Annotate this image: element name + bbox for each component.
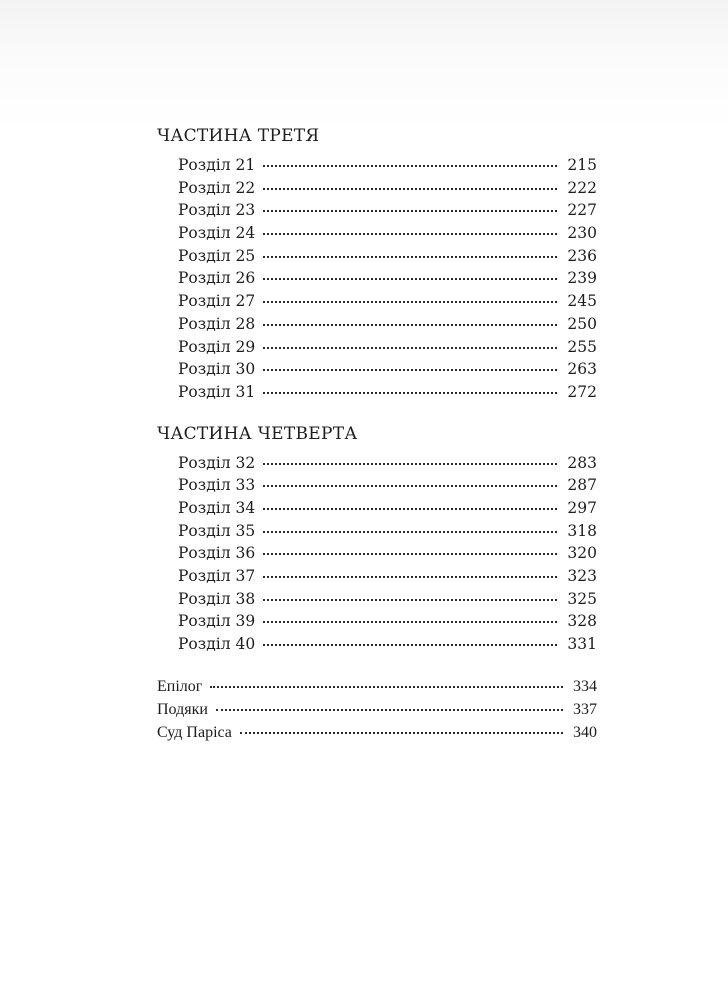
toc-entry[interactable] bbox=[157, 267, 597, 290]
dot-leader bbox=[263, 165, 557, 167]
page-number: 245 bbox=[567, 292, 597, 311]
part-four bbox=[157, 422, 597, 656]
part-title: ЧАСТИНА ТРЕТЯ bbox=[157, 126, 320, 146]
dot-leader bbox=[263, 531, 557, 533]
dot-leader bbox=[263, 644, 557, 646]
chapter-label: Розділ 23 bbox=[178, 201, 256, 220]
dot-leader bbox=[263, 324, 557, 326]
page-number: 340 bbox=[573, 723, 597, 741]
chapter-label: Розділ 27 bbox=[178, 292, 256, 311]
page-number: 328 bbox=[567, 612, 597, 631]
toc-entry[interactable] bbox=[157, 290, 597, 313]
toc-entry[interactable] bbox=[157, 358, 597, 381]
dot-leader bbox=[263, 621, 557, 623]
toc-entry[interactable] bbox=[157, 520, 597, 543]
chapter-label: Розділ 32 bbox=[178, 453, 256, 472]
chapter-label: Розділ 38 bbox=[178, 589, 256, 608]
entry-label: Подяки bbox=[157, 700, 208, 718]
dot-leader bbox=[263, 301, 557, 303]
page-number: 236 bbox=[567, 246, 597, 265]
dot-leader bbox=[263, 278, 557, 280]
chapter-label: Розділ 33 bbox=[178, 476, 256, 495]
toc-entry[interactable] bbox=[157, 452, 597, 475]
toc-entry[interactable] bbox=[157, 313, 597, 336]
chapter-list bbox=[157, 154, 597, 404]
chapter-label: Розділ 26 bbox=[178, 269, 256, 288]
entry-label: Епілог bbox=[157, 677, 203, 695]
dot-leader bbox=[263, 256, 557, 258]
page-number: 318 bbox=[567, 521, 597, 540]
dot-leader bbox=[263, 369, 557, 371]
toc-entry[interactable] bbox=[157, 542, 597, 565]
dot-leader bbox=[210, 686, 563, 688]
chapter-label: Розділ 34 bbox=[178, 498, 256, 517]
toc-entry-judgement-of-paris[interactable] bbox=[157, 721, 597, 744]
chapter-label: Розділ 22 bbox=[178, 178, 256, 197]
toc-entry[interactable] bbox=[157, 381, 597, 404]
dot-leader bbox=[263, 392, 557, 394]
dot-leader bbox=[240, 732, 563, 734]
toc-entry[interactable] bbox=[157, 474, 597, 497]
chapter-label: Розділ 24 bbox=[178, 224, 256, 243]
dot-leader bbox=[263, 463, 557, 465]
chapter-label: Розділ 21 bbox=[178, 156, 256, 174]
toc-entry[interactable] bbox=[157, 610, 597, 633]
page-number: 297 bbox=[567, 498, 597, 517]
dot-leader bbox=[216, 709, 563, 711]
dot-leader bbox=[263, 508, 557, 510]
page-number: 283 bbox=[567, 453, 597, 472]
toc-entry-epilogue[interactable] bbox=[157, 675, 597, 698]
page-number: 287 bbox=[567, 476, 597, 495]
page-number: 227 bbox=[567, 201, 597, 220]
chapter-list bbox=[157, 452, 597, 656]
page-number: 323 bbox=[567, 567, 597, 585]
dot-leader bbox=[263, 188, 557, 190]
table-of-contents bbox=[157, 124, 597, 744]
part-three bbox=[157, 124, 597, 404]
chapter-label: Розділ 39 bbox=[178, 612, 256, 631]
page-number: 272 bbox=[567, 382, 597, 401]
chapter-label: Розділ 25 bbox=[178, 246, 256, 265]
chapter-label: Розділ 36 bbox=[178, 544, 256, 563]
toc-entry[interactable] bbox=[157, 588, 597, 611]
page-number: 334 bbox=[573, 677, 597, 695]
page-number: 215 bbox=[567, 156, 597, 174]
page-number: 325 bbox=[567, 589, 597, 608]
page-number: 320 bbox=[567, 544, 597, 563]
toc-entry-acknowledgements[interactable] bbox=[157, 698, 597, 721]
chapter-label: Розділ 31 bbox=[178, 382, 256, 401]
page-number: 230 bbox=[567, 224, 597, 243]
dot-leader bbox=[263, 576, 557, 578]
dot-leader bbox=[263, 553, 557, 555]
back-matter-list bbox=[157, 675, 597, 744]
page-number: 337 bbox=[573, 700, 597, 718]
chapter-label: Розділ 40 bbox=[178, 635, 256, 654]
dot-leader bbox=[263, 233, 557, 235]
page-number: 255 bbox=[567, 337, 597, 356]
dot-leader bbox=[263, 210, 557, 212]
toc-entry[interactable] bbox=[157, 245, 597, 268]
entry-label: Суд Паріса bbox=[157, 723, 232, 741]
page-number: 331 bbox=[567, 635, 597, 654]
chapter-label: Розділ 29 bbox=[178, 337, 256, 356]
dot-leader bbox=[263, 485, 557, 487]
toc-entry[interactable] bbox=[157, 177, 597, 200]
dot-leader bbox=[263, 347, 557, 349]
toc-entry[interactable] bbox=[157, 154, 597, 177]
toc-entry[interactable] bbox=[157, 565, 597, 588]
toc-entry[interactable] bbox=[157, 336, 597, 359]
part-title: ЧАСТИНА ЧЕТВЕРТА bbox=[157, 423, 358, 444]
page-number: 222 bbox=[567, 178, 597, 197]
chapter-label: Розділ 37 bbox=[178, 567, 256, 585]
toc-entry[interactable] bbox=[157, 497, 597, 520]
page-number: 250 bbox=[567, 314, 597, 333]
chapter-label: Розділ 30 bbox=[178, 360, 256, 379]
dot-leader bbox=[263, 599, 557, 601]
page-number: 263 bbox=[567, 360, 597, 379]
chapter-label: Розділ 28 bbox=[178, 314, 256, 333]
chapter-label: Розділ 35 bbox=[178, 521, 256, 540]
page-number: 239 bbox=[567, 269, 597, 288]
toc-entry[interactable] bbox=[157, 633, 597, 656]
toc-entry[interactable] bbox=[157, 199, 597, 222]
toc-entry[interactable] bbox=[157, 222, 597, 245]
